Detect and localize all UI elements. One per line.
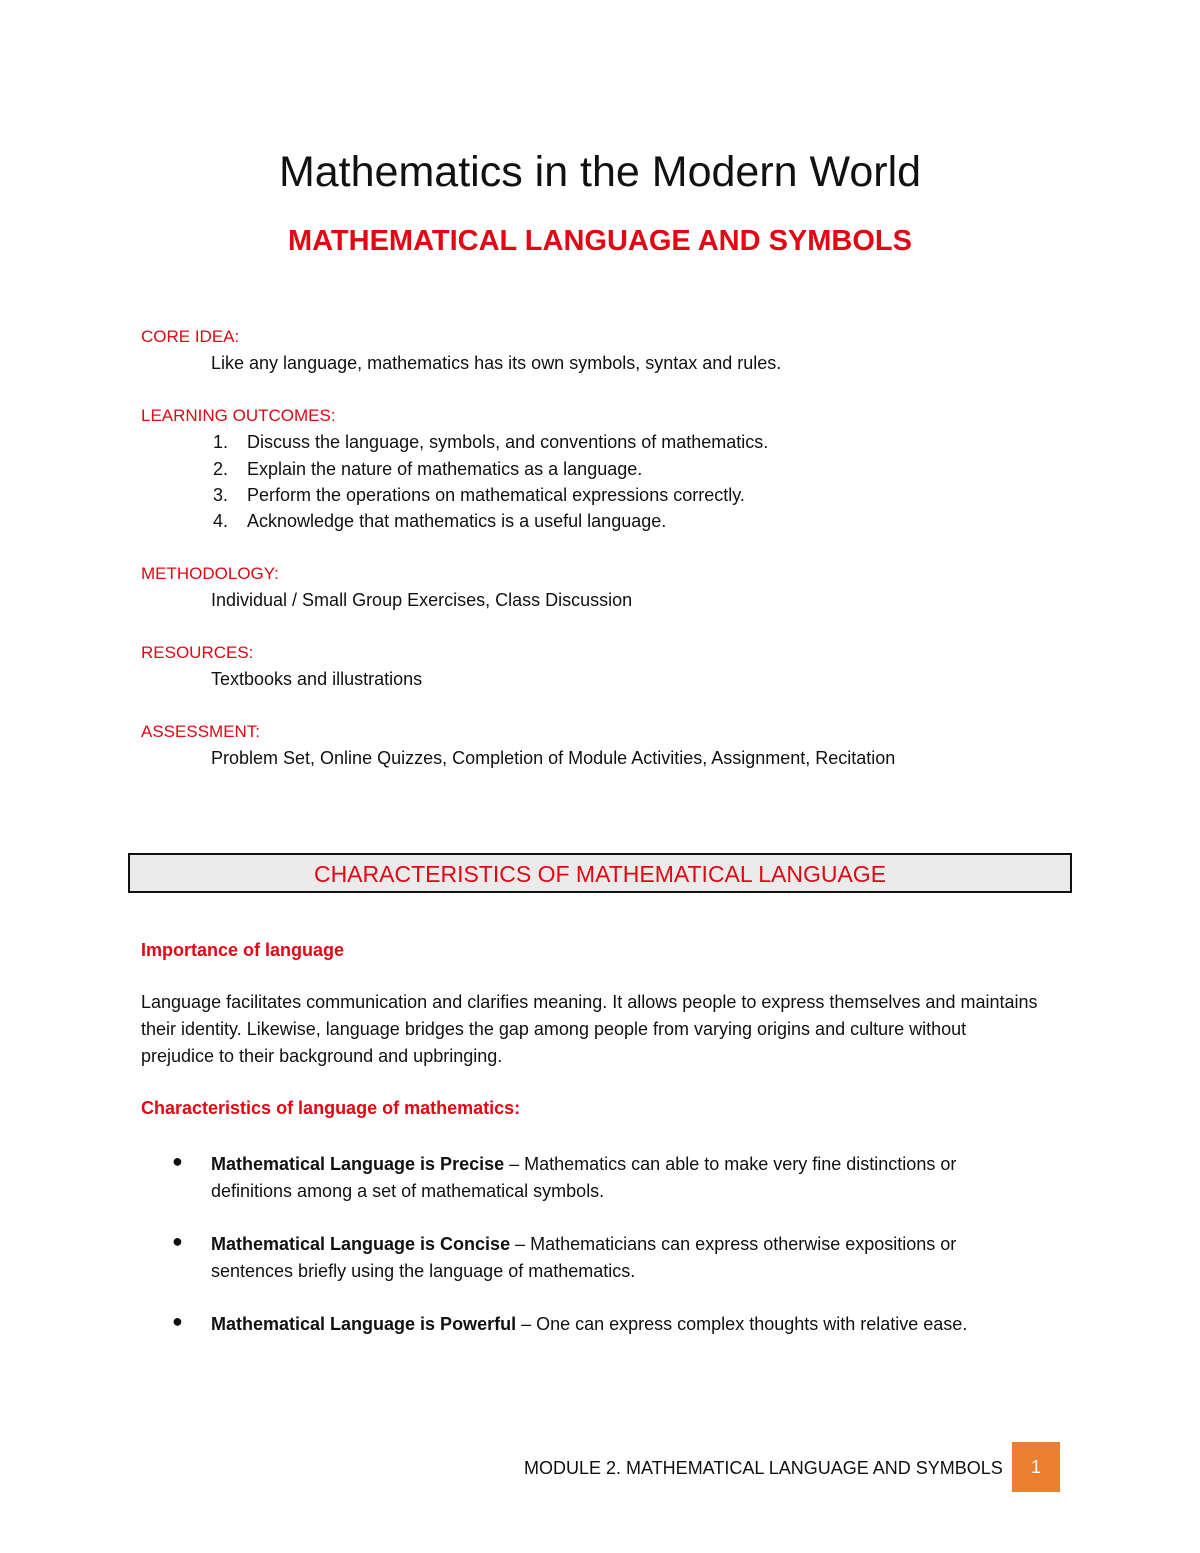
assessment-text: Problem Set, Online Quizzes, Completion of Module Activities, Assignment, Recitation (211, 748, 896, 768)
bullet-desc: – Mathematicians can express otherwise expositions or sentences briefly using the language of mathematics. (211, 1234, 957, 1281)
page-title: Mathematics in the Modern World (278, 148, 922, 196)
section-banner: CHARACTERISTICS OF MATHEMATICAL LANGUAGE (128, 853, 1072, 893)
outcome-number: 3. (213, 485, 229, 505)
bullet-item (211, 1231, 1041, 1285)
bullet-item (211, 1311, 1041, 1338)
outcome-item: Acknowledge that mathematics is a useful language. (247, 511, 667, 531)
bullet-desc: – Mathematics can able to make very fine distinctions or definitions among a set of mathematical symbols. (211, 1154, 957, 1201)
bullet-item (211, 1151, 1041, 1205)
outcome-number: 4. (213, 511, 229, 531)
bullet-term: Mathematical Language is Precise (211, 1154, 505, 1174)
importance-paragraph: Language facilitates communication and clarifies meaning. It allows people to express themselves and maintains their identity. Likewise, language bridges the gap among people from varying origins and culture without prejudice to their background and upbringing. (141, 992, 1038, 1066)
bullet-icon: ● (172, 1151, 183, 1171)
bullet-term: Mathematical Language is Powerful (211, 1314, 517, 1334)
importance-heading: Importance of language (141, 940, 345, 960)
resources-text: Textbooks and illustrations (211, 669, 423, 689)
outcome-item: Explain the nature of mathematics as a language. (247, 459, 643, 479)
page-number: 1 (1012, 1442, 1060, 1492)
methodology-label: METHODOLOGY: (141, 564, 279, 583)
outcome-number: 1. (213, 432, 229, 452)
core-idea-text: Like any language, mathematics has its own symbols, syntax and rules. (211, 353, 782, 373)
resources-label: RESOURCES: (141, 643, 254, 662)
assessment-label: ASSESSMENT: (141, 722, 261, 741)
outcome-item: Discuss the language, symbols, and conventions of mathematics. (247, 432, 769, 452)
footer-module-text: MODULE 2. MATHEMATICAL LANGUAGE AND SYMBOLS (524, 1458, 1003, 1478)
outcome-number: 2. (213, 459, 229, 479)
learning-outcomes-label: LEARNING OUTCOMES: (141, 406, 336, 425)
module-subtitle: MATHEMATICAL LANGUAGE AND SYMBOLS (287, 225, 912, 257)
bullet-icon: ● (172, 1231, 183, 1251)
core-idea-label: CORE IDEA: (141, 327, 240, 346)
bullet-term: Mathematical Language is Concise (211, 1234, 511, 1254)
bullet-icon: ● (172, 1311, 183, 1331)
methodology-text: Individual / Small Group Exercises, Class Discussion (211, 590, 633, 610)
outcome-item: Perform the operations on mathematical expressions correctly. (247, 485, 745, 505)
bullet-desc: – One can express complex thoughts with relative ease. (516, 1314, 968, 1334)
characteristics-heading: Characteristics of language of mathematics: (141, 1098, 521, 1118)
